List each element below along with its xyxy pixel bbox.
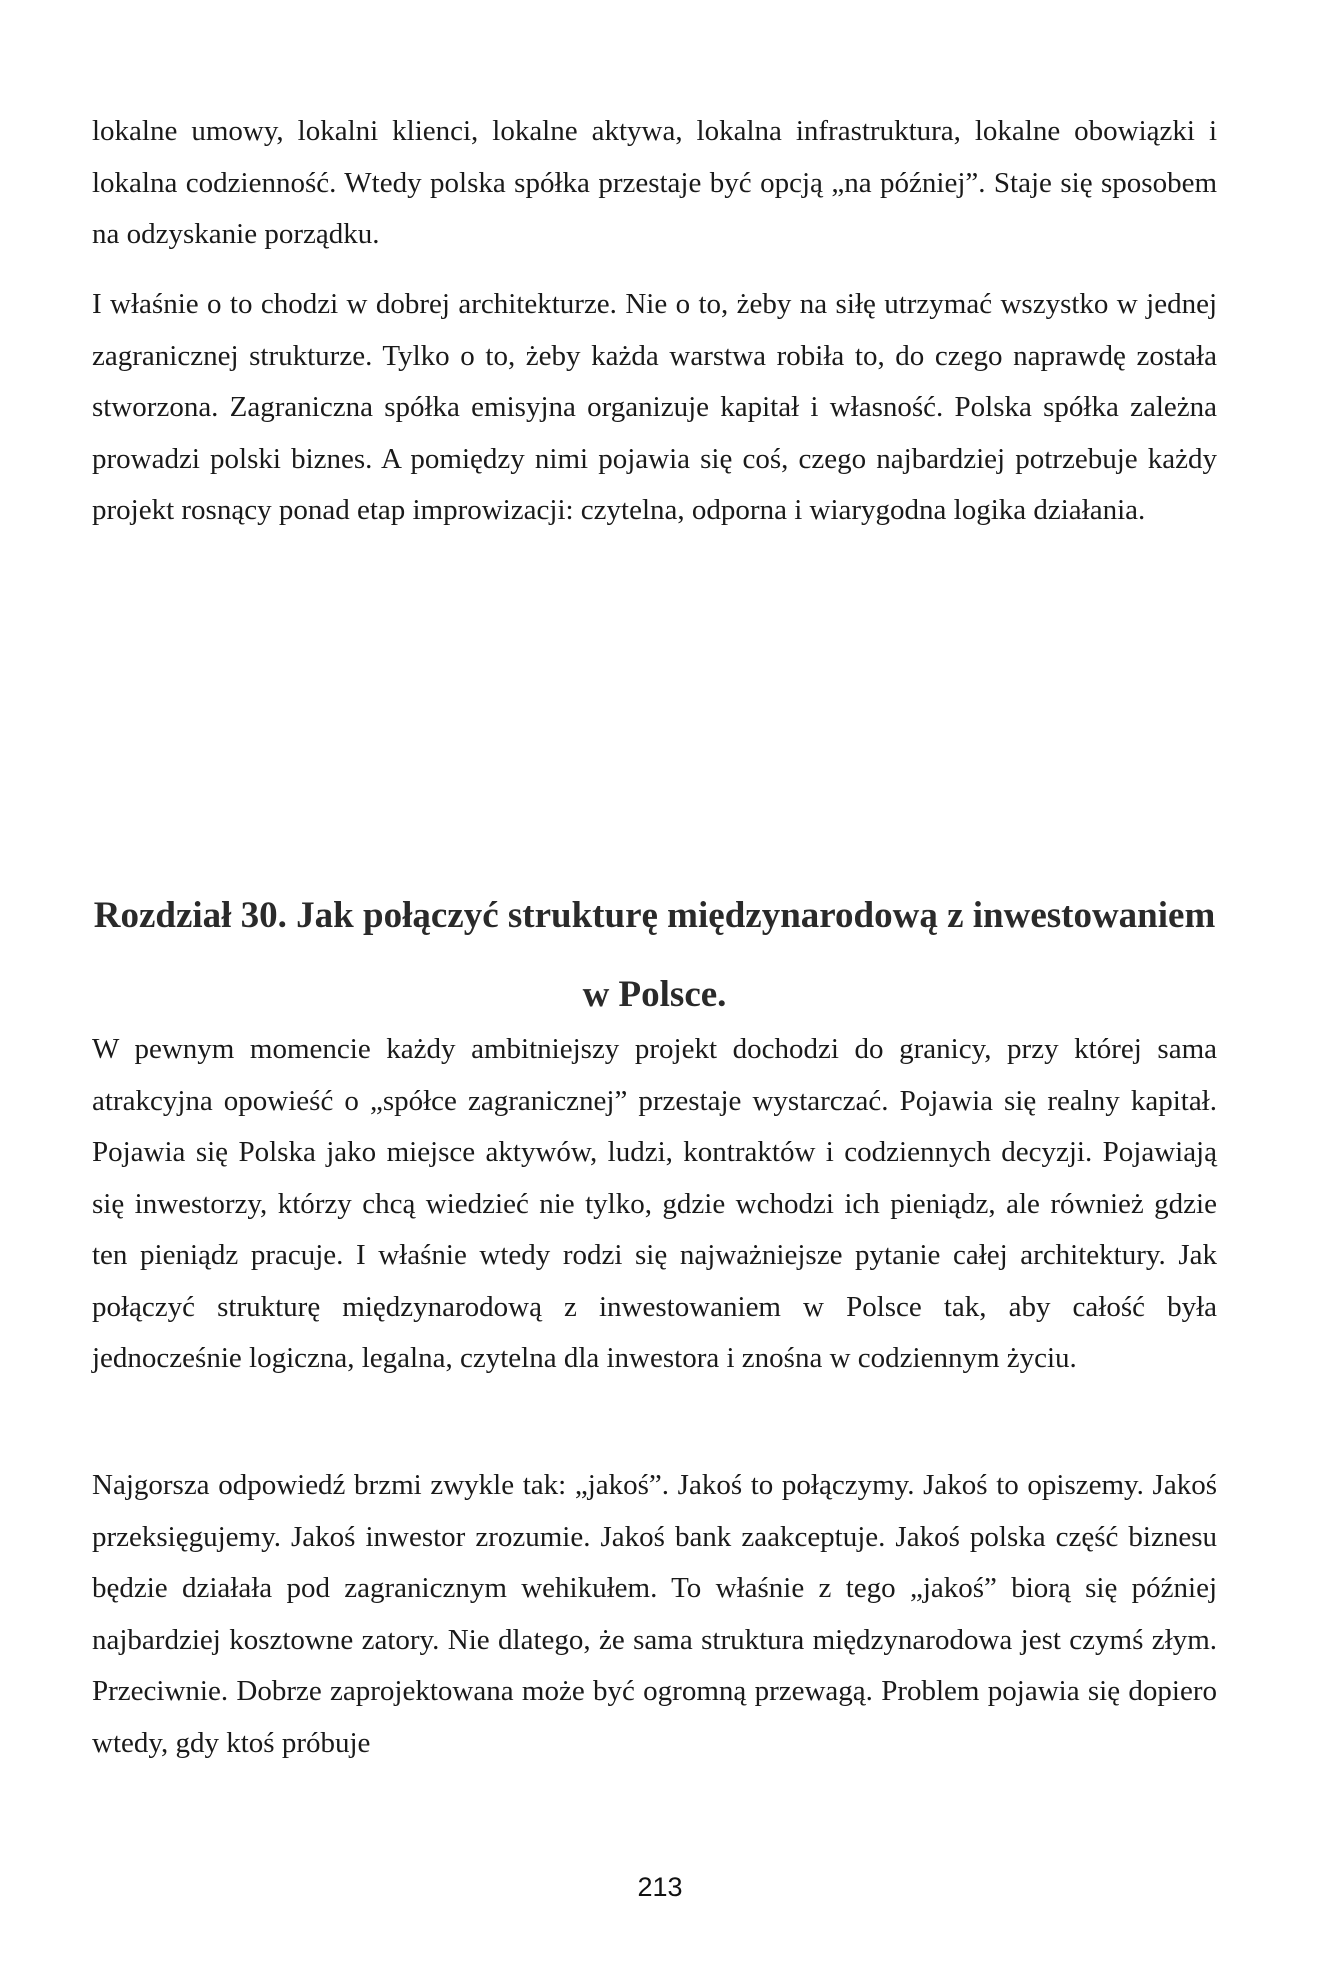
page-number: 213 — [637, 1872, 683, 1902]
body-paragraph — [92, 106, 1217, 261]
chapter-title: Rozdział 30. Jak połączyć strukturę międzynarodową z inwestowaniem w Polsce. — [93, 895, 1216, 1015]
paragraph-text: Najgorsza odpowiedź brzmi zwykle tak: „jakoś”. Jakoś to połączymy. Jakoś to opiszemy. Jakoś przeksięgujemy. Jakoś inwestor zrozumie. Jakoś bank zaakceptuje. Jakoś polska część biznesu będzie działała pod zagranicznym wehikułem. To właśnie z tego „jakoś” biorą się później najbardziej kosztowne zatory. Nie dlatego, że sama struktura międzynarodowa jest czymś złym. Przeciwnie. Dobrze zaprojektowana może być ogromną przewagą. Problem pojawia się dopiero wtedy, gdy ktoś próbuje — [92, 1469, 1217, 1759]
body-paragraph — [92, 1024, 1217, 1385]
paragraph-text: lokalne umowy, lokalni klienci, lokalne aktywa, lokalna infrastruktura, lokalne obowiązki i lokalna codzienność. Wtedy polska spółka przestaje być opcją „na później”. Staje się sposobem na odzyskanie porządku. — [92, 115, 1217, 250]
body-paragraph — [92, 1460, 1217, 1769]
paragraph-text: W pewnym momencie każdy ambitniejszy projekt dochodzi do granicy, przy której sama atrakcyjna opowieść o „spółce zagranicznej” przestaje wystarczać. Pojawia się realny kapitał. Pojawia się Polska jako miejsce aktywów, ludzi, kontraktów i codziennych decyzji. Pojawiają się inwestorzy, którzy chcą wiedzieć nie tylko, gdzie wchodzi ich pieniądz, ale również gdzie ten pieniądz pracuje. I właśnie wtedy rodzi się najważniejsze pytanie całej architektury. Jak połączyć strukturę międzynarodową z inwestowaniem w Polsce tak, aby całość była jednocześnie logiczna, legalna, czytelna dla inwestora i znośna w codziennym życiu. — [92, 1033, 1217, 1374]
paragraph-text: I właśnie o to chodzi w dobrej architekturze. Nie o to, żeby na siłę utrzymać wszystko w jednej zagranicznej strukturze. Tylko o to, żeby każda warstwa robiła to, do czego naprawdę została stworzona. Zagraniczna spółka emisyjna organizuje kapitał i własność. Polska spółka zależna prowadzi polski biznes. A pomiędzy nimi pojawia się coś, czego najbardziej potrzebuje każdy projekt rosnący ponad etap improwizacji: czytelna, odporna i wiarygodna logika działania. — [92, 288, 1217, 526]
body-paragraph — [92, 279, 1217, 537]
